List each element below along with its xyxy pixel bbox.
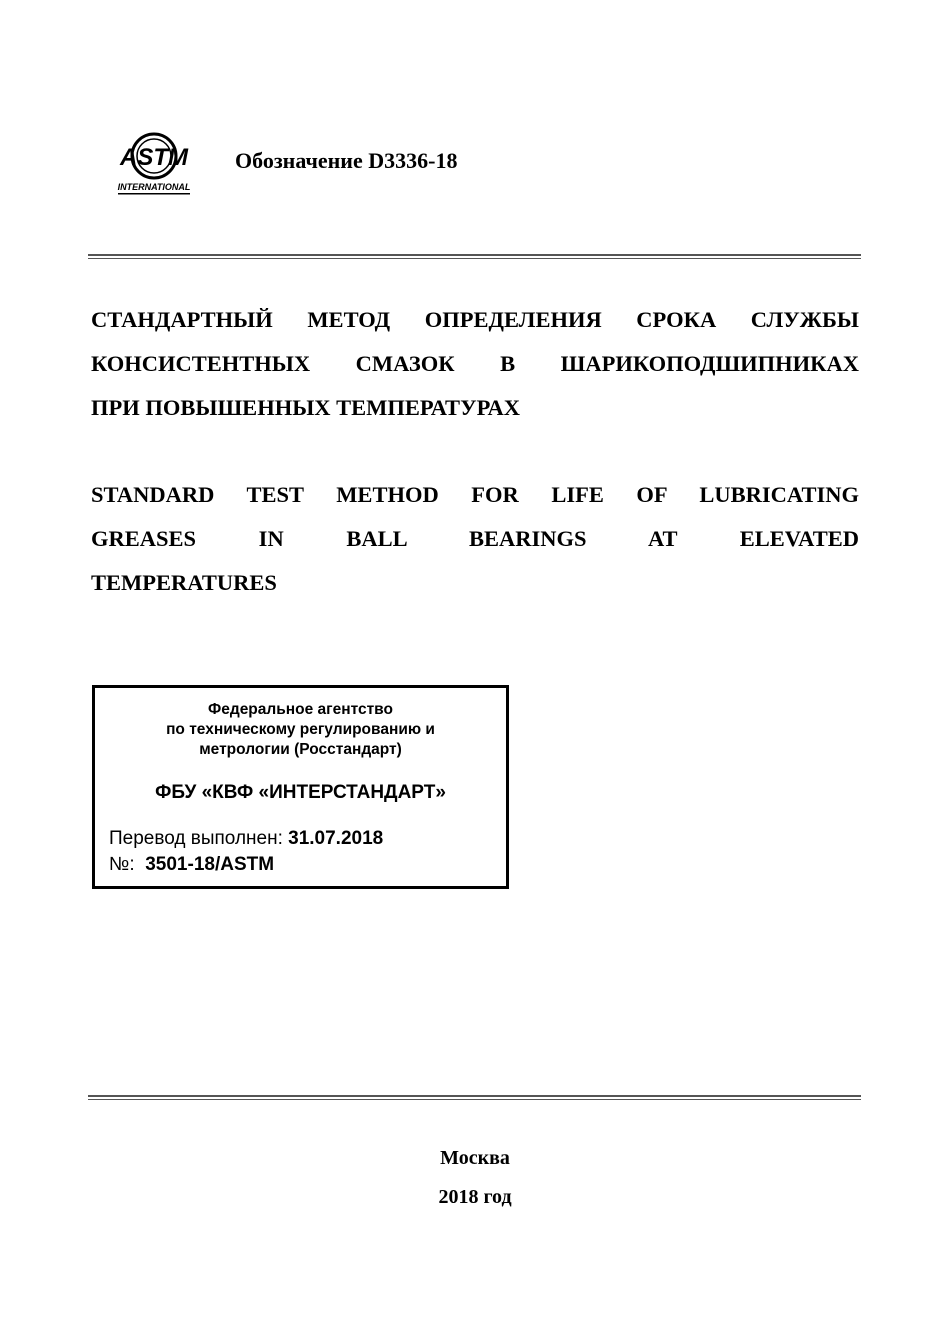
- title-ru-line-3: ПРИ ПОВЫШЕННЫХ ТЕМПЕРАТУРАХ: [91, 395, 520, 420]
- title-en-line-3: TEMPERATURES: [91, 570, 277, 595]
- svg-text:ASTM: ASTM: [120, 144, 188, 171]
- translation-number-line: [109, 854, 274, 876]
- translation-date: 31.07.2018: [288, 828, 384, 849]
- title-russian: [91, 298, 859, 430]
- agency-line-3: метрологии (Росстандарт): [199, 741, 402, 758]
- organization-name: ФБУ «КВФ «ИНТЕРСТАНДАРТ»: [155, 782, 446, 803]
- designation: Обозначение D3336-18: [235, 148, 458, 173]
- agency-line-2: по техническому регулированию и: [166, 721, 435, 738]
- title-en-line-2: GREASES IN BALL BEARINGS AT ELEVATED: [91, 526, 859, 551]
- title-english: [91, 473, 859, 605]
- astm-logo: [113, 128, 195, 198]
- number-label: №:: [109, 854, 135, 875]
- translation-stamp-box: [92, 685, 509, 889]
- agency-line-1: Федеральное агентство: [208, 701, 393, 718]
- title-ru-line-2: КОНСИСТЕНТНЫХ СМАЗОК В ШАРИКОПОДШИПНИКАХ: [91, 351, 859, 376]
- title-ru-line-1: СТАНДАРТНЫЙ МЕТОД ОПРЕДЕЛЕНИЯ СРОКА СЛУЖБЫ: [91, 307, 859, 332]
- city: Москва: [440, 1147, 510, 1169]
- title-en-line-1: STANDARD TEST METHOD FOR LIFE OF LUBRICATING: [91, 482, 859, 507]
- translation-number: 3501-18/ASTM: [145, 854, 275, 875]
- logo-text: INTERNATIONAL: [117, 182, 191, 192]
- year: 2018 год: [438, 1186, 512, 1208]
- agency-name: [95, 700, 506, 760]
- translation-date-line: [109, 828, 383, 850]
- bottom-divider: [88, 1095, 861, 1100]
- top-divider: [88, 254, 861, 259]
- translation-label: Перевод выполнен:: [109, 828, 283, 849]
- astm-international-logo-icon: [113, 128, 195, 198]
